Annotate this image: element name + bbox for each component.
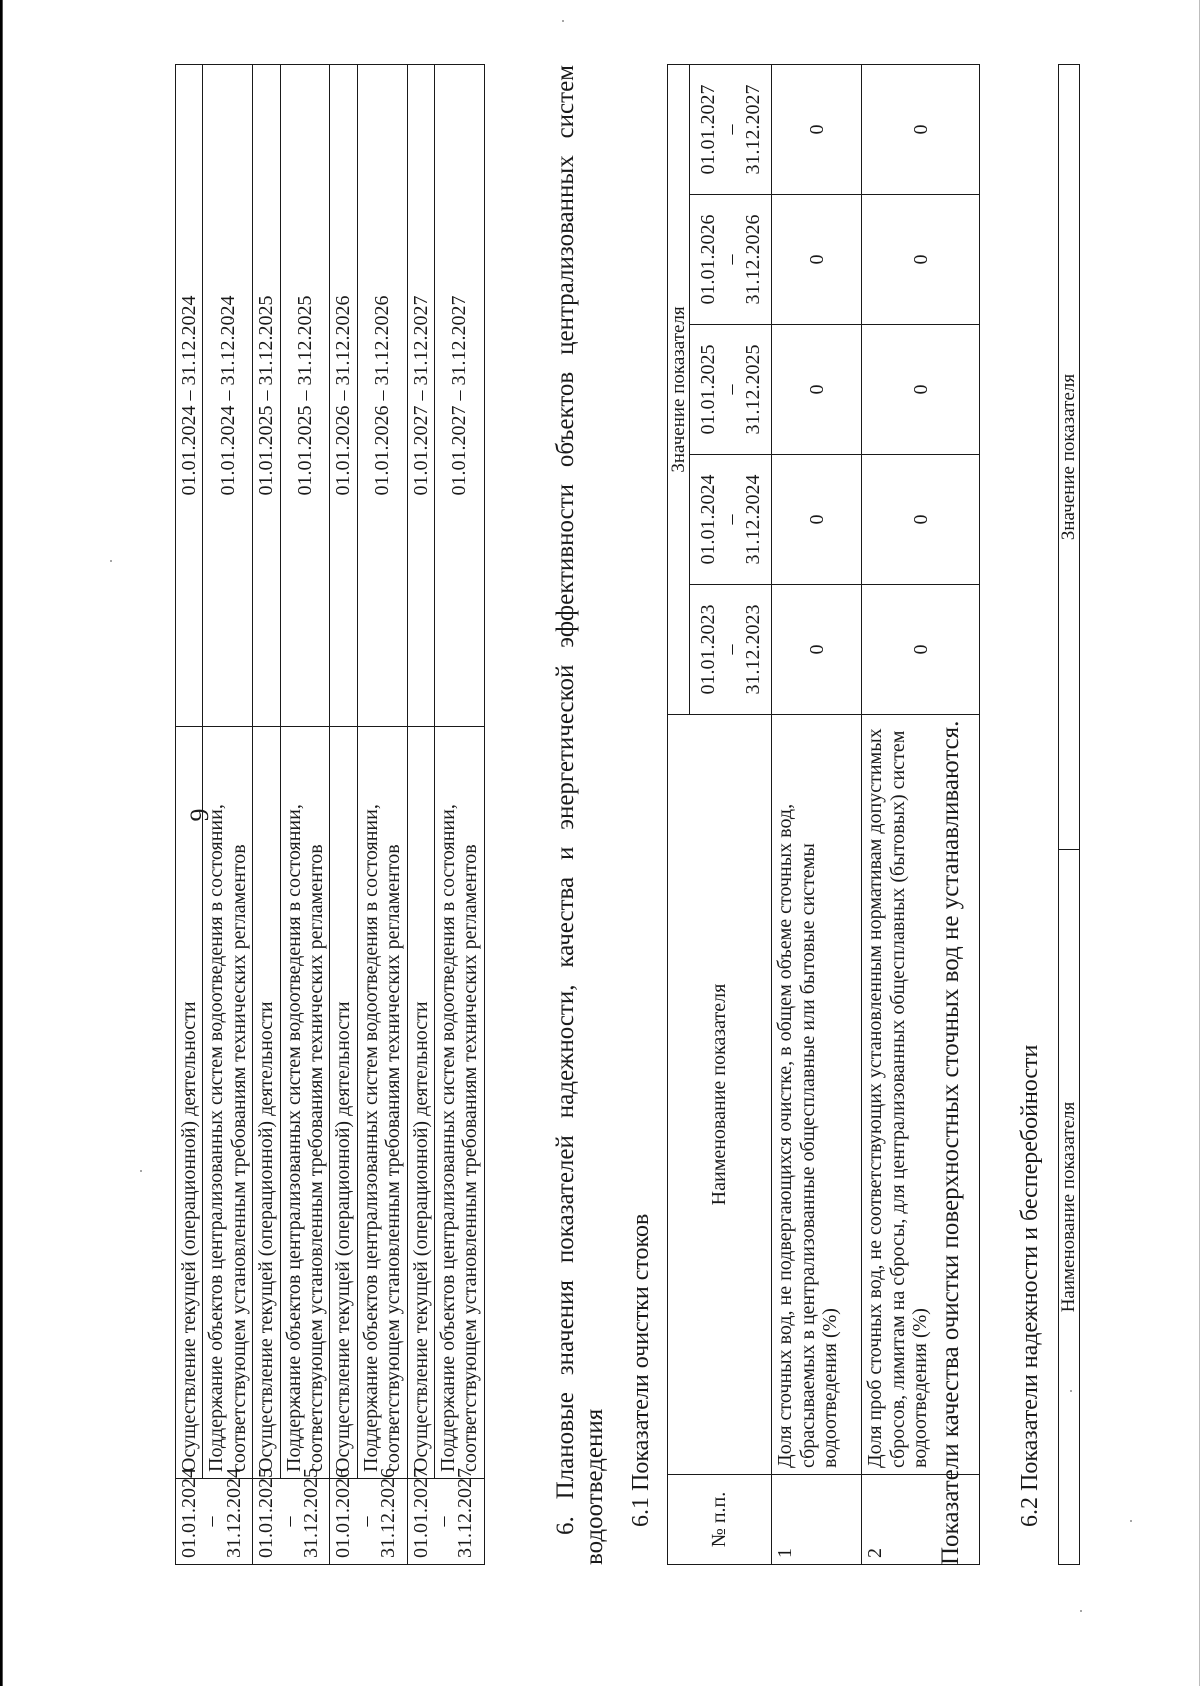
dates-cell: 01.01.2024 – 31.12.2024	[176, 65, 203, 727]
subsection-6-1-heading: 6.1 Показатели очистки стоков	[628, 1213, 654, 1527]
period-header-line: 31.12.2025	[741, 344, 764, 435]
indicator-value: 0	[862, 195, 980, 325]
period-header-line: 01.01.2023	[697, 604, 720, 695]
schedule-row	[203, 65, 253, 1565]
schedule-row	[357, 65, 407, 1565]
implementation-schedule-table	[175, 64, 485, 1565]
dates-cell: 01.01.2026 – 31.12.2026	[357, 65, 407, 727]
schedule-row	[253, 65, 280, 1565]
period-header-line: 01.01.2027	[697, 84, 720, 175]
activity-cell: Осуществление текущей (операционной) деятельности	[176, 727, 203, 1479]
dates-cell: 01.01.2024 – 31.12.2024	[203, 65, 253, 727]
period-cell	[330, 1468, 407, 1565]
period-header-line: 01.01.2026	[697, 214, 720, 305]
dates-cell: 01.01.2027 – 31.12.2027	[407, 65, 434, 727]
dates-cell: 01.01.2026 – 31.12.2026	[330, 65, 357, 727]
activity-cell: Поддержание объектов централизованных систем водоотведения в состоянии, соответствующем установленным требованиям технических регламентов	[203, 727, 253, 1479]
indicator-value: 0	[862, 455, 980, 585]
activity-cell: Поддержание объектов централизованных систем водоотведения в состоянии, соответствующем установленным требованиям технических регламентов	[357, 727, 407, 1479]
indicator-value: 0	[862, 64, 980, 194]
period-header-cell	[690, 455, 772, 585]
scan-speck	[1080, 1610, 1082, 1612]
surface-wastewater-note: Показатели качества очистки поверхностных сточных вод не устанавливаются.	[937, 720, 964, 1565]
period-line: 01.01.2024 –	[178, 1468, 223, 1558]
schedule-row	[330, 65, 357, 1565]
column-header-number: № п.п.	[668, 1475, 772, 1565]
activity-cell: Осуществление текущей (операционной) деятельности	[330, 727, 357, 1479]
period-header-line: –	[719, 514, 742, 525]
period-header-line: 01.01.2025	[697, 344, 720, 435]
schedule-row	[176, 65, 203, 1565]
wastewater-treatment-indicators-table	[667, 64, 980, 1565]
period-line: 01.01.2026 –	[332, 1468, 377, 1558]
period-header-line: 31.12.2026	[741, 214, 764, 305]
period-cell	[407, 1468, 484, 1565]
period-header-line: –	[719, 254, 742, 265]
activity-cell: Поддержание объектов централизованных систем водоотведения в состоянии, соответствующем установленным требованиям технических регламентов	[434, 727, 484, 1479]
period-header-line: –	[719, 124, 742, 135]
rotated-page-content	[175, 65, 1175, 1565]
period-cell	[176, 1468, 253, 1565]
period-line: 01.01.2025 –	[255, 1468, 300, 1558]
schedule-row	[407, 65, 434, 1565]
indicator-value: 0	[862, 325, 980, 455]
period-line: 01.01.2027 –	[409, 1468, 454, 1558]
dates-cell: 01.01.2025 – 31.12.2025	[280, 65, 330, 727]
row-number: 2	[862, 1475, 980, 1565]
indicator-value: 0	[772, 585, 862, 715]
period-line: 31.12.2026	[377, 1468, 400, 1558]
indicator-value: 0	[772, 195, 862, 325]
period-header-line: 01.01.2024	[697, 474, 720, 565]
period-header-cell	[690, 195, 772, 325]
period-cell	[253, 1468, 330, 1565]
indicator-value: 0	[772, 64, 862, 194]
table-row	[772, 64, 862, 1564]
dates-cell: 01.01.2025 – 31.12.2025	[253, 65, 280, 727]
activity-cell: Осуществление текущей (операционной) деятельности	[253, 727, 280, 1479]
period-header-cell	[690, 585, 772, 715]
column-header-indicator-value: Значение показателя	[1059, 65, 1080, 850]
scan-speck	[110, 560, 112, 562]
period-line: 31.12.2027	[454, 1468, 477, 1558]
period-header-cell	[690, 64, 772, 194]
period-header-line: 31.12.2024	[741, 474, 764, 565]
scan-speck	[562, 20, 564, 22]
period-header-line: –	[719, 384, 742, 395]
subsection-6-2-heading: 6.2 Показатели надежности и бесперебойности	[1017, 1044, 1043, 1527]
period-line: 31.12.2024	[222, 1468, 245, 1558]
period-header-line: –	[719, 644, 742, 655]
reliability-indicators-table	[1058, 64, 1080, 1565]
activity-cell: Осуществление текущей (операционной) деятельности	[407, 727, 434, 1479]
column-header-indicator-value: Значение показателя	[668, 64, 690, 714]
page-number: 9	[185, 808, 214, 822]
period-header-line: 31.12.2023	[741, 604, 764, 695]
indicator-value: 0	[772, 325, 862, 455]
schedule-row	[434, 65, 484, 1565]
period-line: 31.12.2025	[299, 1468, 322, 1558]
dates-cell: 01.01.2027 – 31.12.2027	[434, 65, 484, 727]
period-header-cell	[690, 325, 772, 455]
row-number: 1	[772, 1475, 862, 1565]
period-header-line: 31.12.2027	[741, 84, 764, 175]
schedule-row	[280, 65, 330, 1565]
section-6-heading: 6. Плановые значения показателей надежности, качества и энергетической эффективности объектов централизованных систем водоотведения	[552, 65, 608, 1565]
column-header-indicator-name: Наименование показателя	[1059, 850, 1080, 1565]
indicator-name: Доля сточных вод, не подвергающихся очистке, в общем объеме сточных вод, сбрасываемых в централизованные общесплавные или бытовые системы водоотведения (%)	[772, 715, 862, 1475]
column-header-indicator-name: Наименование показателя	[668, 715, 772, 1475]
activity-cell: Поддержание объектов централизованных систем водоотведения в состоянии, соответствующем установленным требованиям технических регламентов	[280, 727, 330, 1479]
scan-left-edge	[0, 0, 6, 1686]
indicator-value: 0	[862, 585, 980, 715]
indicator-value: 0	[772, 455, 862, 585]
indicator-name: Доля проб сточных вод, не соответствующих установленным нормативам допустимых сбросов, лимитам на сбросы, для централизованных общесплавных (бытовых) систем водоотведения (%)	[862, 715, 980, 1475]
scan-speck	[140, 1170, 142, 1172]
